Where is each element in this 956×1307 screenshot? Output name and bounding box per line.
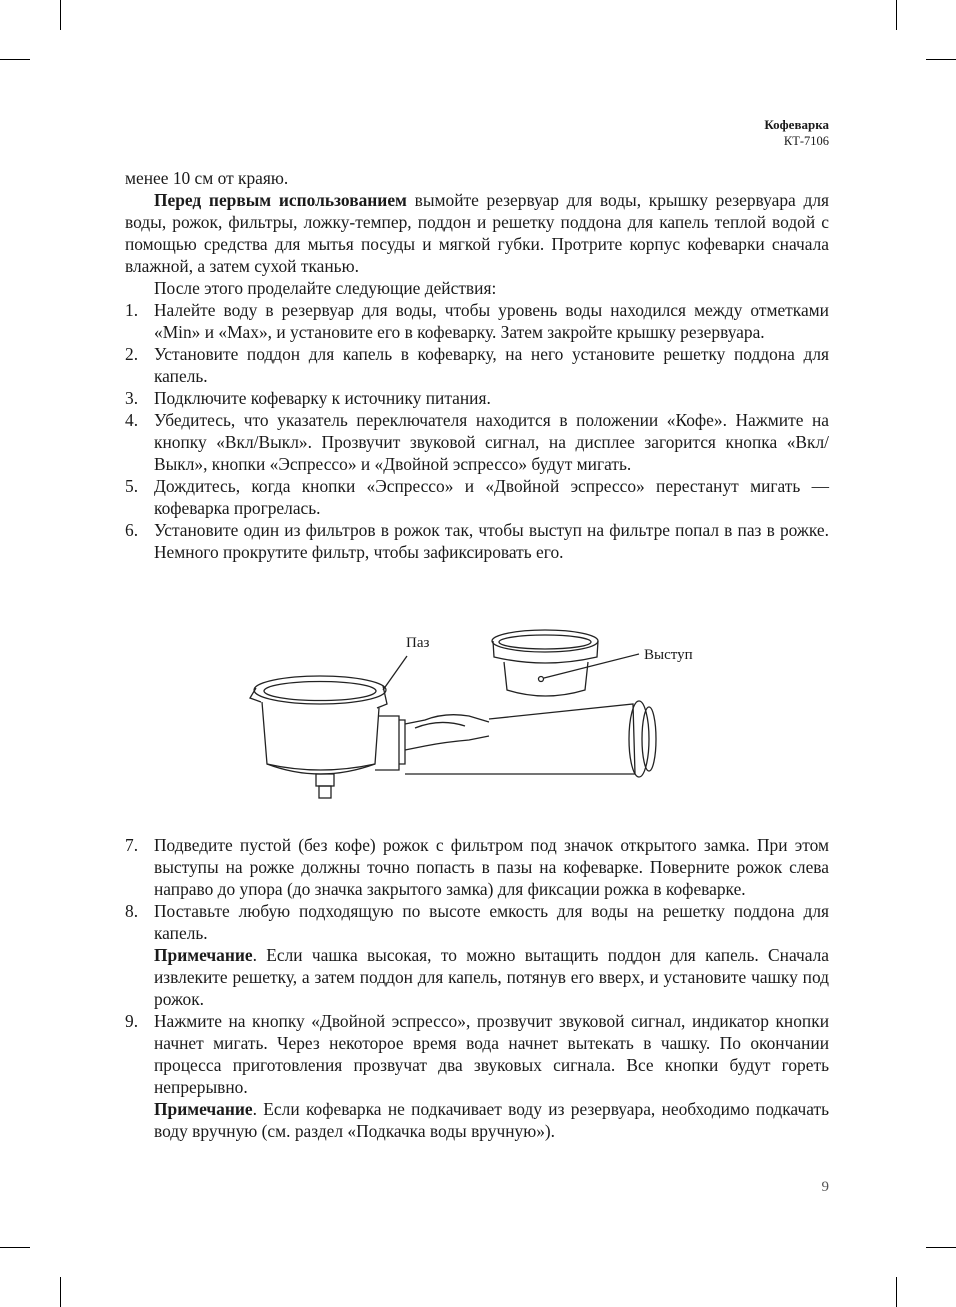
step-text: Подведите пустой (без кофе) рожок с фильтром под значок открытого замка. При этом выступы на рожке должны точно попасть в пазы на кофеварке. Поверните рожок слева направо до упора (до значка закрытого замка) для фиксации рожка в кофеварке. bbox=[154, 835, 829, 899]
step-number: 9. bbox=[125, 1011, 139, 1031]
page-header bbox=[764, 116, 829, 150]
basket-rim-outer bbox=[254, 676, 386, 704]
handle-end-cap bbox=[629, 701, 649, 777]
crop-mark bbox=[926, 1247, 956, 1248]
handle-collar bbox=[399, 720, 405, 764]
step-text: Поставьте любую подходящую по высоте емкость для воды на решетку поддона для капель. bbox=[154, 901, 829, 943]
basket-body bbox=[262, 702, 379, 774]
filter-protrusion-mark bbox=[539, 677, 544, 682]
intro-line: менее 10 см от краяю. bbox=[125, 168, 289, 188]
step-text: Дождитесь, когда кнопки «Эспрессо» и «Двойной эспрессо» перестанут мигать — кофеварка прогрелась. bbox=[154, 476, 829, 518]
step-number: 8. bbox=[125, 901, 139, 921]
step-item bbox=[125, 834, 829, 900]
step-item bbox=[125, 475, 829, 519]
note-text: . Если кофеварка не подкачивает воду из резервуара, необходимо подкачать воду вручную (см. раздел «Подкачка воды вручную»). bbox=[154, 1099, 829, 1141]
step-item bbox=[125, 409, 829, 475]
crop-mark bbox=[896, 0, 897, 30]
handle-clip-detail bbox=[415, 722, 465, 728]
step-text: Убедитесь, что указатель переключателя находится в положении «Кофе». Нажмите на кнопку «Вкл/Выкл». Прозвучит звуковой сигнал, на дисплее загорится кнопка «Вкл/Выкл», кнопки «Эспрессо» и «Двойной эспрессо» будут мигать. bbox=[154, 410, 829, 474]
after-paragraph: После этого проделайте следующие действия: bbox=[154, 278, 497, 298]
crop-mark bbox=[0, 59, 30, 60]
crop-mark bbox=[926, 59, 956, 60]
step-number: 2. bbox=[125, 344, 139, 364]
step-item bbox=[125, 343, 829, 387]
handle-clip-bottom bbox=[405, 736, 489, 750]
step-number: 1. bbox=[125, 300, 139, 320]
label-groove: Паз bbox=[406, 635, 430, 651]
step-text: Нажмите на кнопку «Двойной эспрессо», прозвучит звуковой сигнал, индикатор кнопки начнет мигать. Через некоторое время вода начнет вытекать в чашку. По окончании процесса приготовления прозвучат два звуковых сигнала. Все кнопки будут гореть непрерывно. bbox=[154, 1011, 829, 1097]
crop-mark bbox=[0, 1247, 30, 1248]
step-number: 7. bbox=[125, 835, 139, 855]
step-note bbox=[154, 944, 829, 1010]
step-number: 5. bbox=[125, 476, 139, 496]
step-item bbox=[125, 1010, 829, 1142]
before-use-paragraph bbox=[125, 189, 829, 277]
step-text: Установите один из фильтров в рожок так, чтобы выступ на фильтре попал в паз в рожке. Немного прокрутите фильтр, чтобы зафиксировать его. bbox=[154, 520, 829, 562]
spout bbox=[316, 774, 334, 786]
before-use-text: вымойте резервуар для воды, крышку резервуара для воды, рожок, фильтры, ложку-темпер, поддон и решетку поддона для капель теплой водой с помощью средства для мытья посуды и мягкой губки. Протрите корпус кофеварки сначала влажной, а затем сухой тканью. bbox=[125, 190, 829, 276]
product-model: КТ-7106 bbox=[783, 134, 829, 148]
product-title: Кофеварка bbox=[764, 117, 829, 132]
filter-body bbox=[504, 662, 588, 696]
step-item bbox=[125, 387, 829, 409]
basket-rim-inner bbox=[264, 682, 376, 701]
note-bold: Примечание bbox=[154, 1099, 253, 1119]
note-bold: Примечание bbox=[154, 945, 253, 965]
steps-list-top bbox=[125, 299, 829, 563]
step-item bbox=[125, 900, 829, 1010]
crop-mark bbox=[896, 1277, 897, 1307]
step-text: Подключите кофеварку к источнику питания. bbox=[154, 388, 491, 408]
crop-mark bbox=[60, 1277, 61, 1307]
step-item bbox=[125, 299, 829, 343]
step-number: 4. bbox=[125, 410, 139, 430]
main-content bbox=[125, 167, 829, 563]
crop-mark bbox=[60, 0, 61, 30]
label-protrusion: Выступ bbox=[644, 647, 693, 663]
step-number: 3. bbox=[125, 388, 139, 408]
step-text: Установите поддон для капель в кофеварку, на него установите решетку поддона для капель. bbox=[154, 344, 829, 386]
note-text: . Если чашка высокая, то можно вытащить поддон для капель. Сначала извлеките решетку, а затем поддон для капель, потянув его вверх, и установите чашку под рожок. bbox=[154, 945, 829, 1009]
step-note bbox=[154, 1098, 829, 1142]
content-bottom bbox=[125, 834, 829, 1142]
handle-tube bbox=[405, 704, 635, 774]
handle-neck bbox=[375, 716, 399, 770]
portafilter-figure bbox=[245, 624, 715, 809]
page-number: 9 bbox=[821, 1179, 829, 1195]
filter-rim-inner bbox=[499, 635, 591, 649]
step-text: Налейте воду в резервуар для воды, чтобы уровень воды находился между отметками «Min» и «Max», и установите его в кофеварку. Затем закройте крышку резервуара. bbox=[154, 300, 829, 342]
leader-line-groove bbox=[383, 656, 407, 690]
step-number: 6. bbox=[125, 520, 139, 540]
step-item bbox=[125, 519, 829, 563]
spout-tip bbox=[319, 786, 331, 798]
before-use-bold: Перед первым использованием bbox=[154, 190, 407, 210]
steps-list-bottom bbox=[125, 834, 829, 1142]
